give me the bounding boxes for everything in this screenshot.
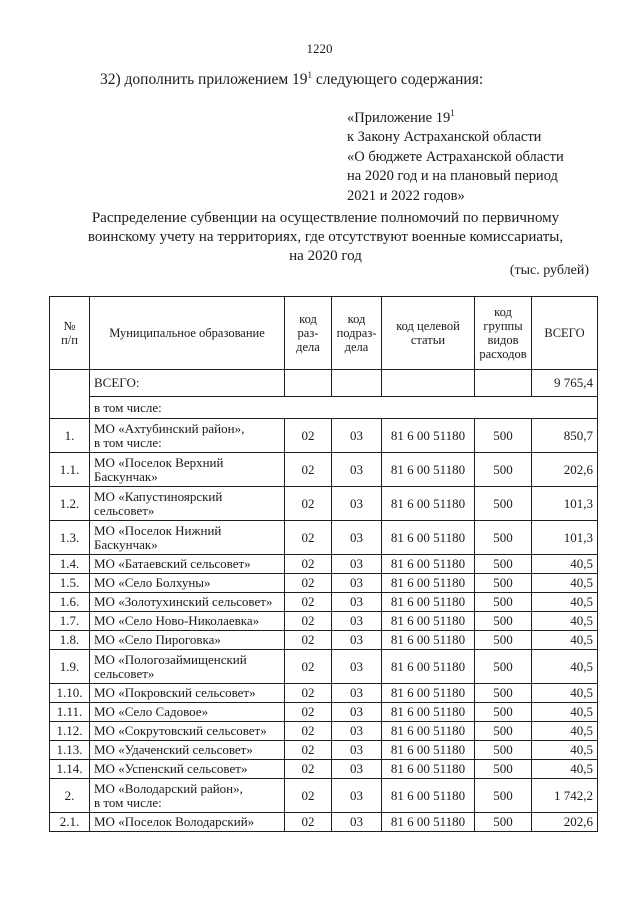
row-number: 1.9.	[50, 650, 90, 684]
header-subsection	[332, 297, 382, 370]
annex-line-4: на 2020 год и на плановый период	[347, 168, 558, 185]
row-subsection-code: 03	[332, 521, 382, 555]
row-subsection-code: 03	[332, 703, 382, 722]
table-row	[50, 521, 598, 555]
row-municipality	[90, 631, 285, 650]
table-row	[50, 593, 598, 612]
row-total: 40,5	[532, 555, 598, 574]
row-municipality	[90, 813, 285, 832]
row-section-code: 02	[285, 722, 332, 741]
row-municipality-line-1: МО «Село Садовое»	[94, 704, 209, 719]
row-number: 1.11.	[50, 703, 90, 722]
annex-line-2: к Закону Астраханской области	[347, 129, 542, 146]
row-expense-group: 500	[475, 684, 532, 703]
header-target-line-2: статьи	[410, 333, 446, 347]
row-subsection-code: 03	[332, 684, 382, 703]
row-expense-group: 500	[475, 703, 532, 722]
row-section-code: 02	[285, 703, 332, 722]
row-municipality	[90, 419, 285, 453]
row-total: 40,5	[532, 760, 598, 779]
row-section-code: 02	[285, 631, 332, 650]
total-label: ВСЕГО:	[90, 370, 285, 397]
row-expense-group: 500	[475, 631, 532, 650]
row-total: 202,6	[532, 813, 598, 832]
table-row	[50, 760, 598, 779]
table-row	[50, 741, 598, 760]
row-municipality-line-1: МО «Капустиноярский	[94, 488, 223, 504]
row-expense-group: 500	[475, 555, 532, 574]
header-group-line-1: код	[494, 305, 512, 319]
row-total: 101,3	[532, 521, 598, 555]
row-municipality-line-1: МО «Село Ново-Николаевка»	[94, 613, 260, 628]
annex-line-5: 2021 и 2022 годов»	[347, 187, 465, 204]
row-section-code: 02	[285, 555, 332, 574]
row-municipality	[90, 741, 285, 760]
row-section-code: 02	[285, 574, 332, 593]
row-expense-group: 500	[475, 419, 532, 453]
table-row	[50, 612, 598, 631]
row-subsection-code: 03	[332, 741, 382, 760]
row-municipality-line-1: МО «Поселок Верхний	[94, 454, 224, 470]
row-number: 1.3.	[50, 521, 90, 555]
row-target-code: 81 6 00 51180	[382, 631, 475, 650]
header-target-line-1: код целевой	[396, 319, 460, 333]
row-target-code: 81 6 00 51180	[382, 741, 475, 760]
row-municipality-line-1: МО «Успенский сельсовет»	[94, 761, 248, 776]
row-target-code: 81 6 00 51180	[382, 521, 475, 555]
row-target-code: 81 6 00 51180	[382, 487, 475, 521]
table-row	[50, 684, 598, 703]
row-target-code: 81 6 00 51180	[382, 703, 475, 722]
amendment-tail: следующего содержания:	[312, 71, 484, 89]
row-number: 1.4.	[50, 555, 90, 574]
row-total: 101,3	[532, 487, 598, 521]
row-municipality-line-1: МО «Сокрутовский сельсовет»	[94, 723, 267, 738]
row-total: 40,5	[532, 593, 598, 612]
annex-line-3: «О бюджете Астраханской области	[347, 148, 564, 165]
row-subsection-code: 03	[332, 813, 382, 832]
row-subsection-code: 03	[332, 631, 382, 650]
row-subsection-code: 03	[332, 779, 382, 813]
row-subsection-code: 03	[332, 487, 382, 521]
row-number: 2.	[50, 779, 90, 813]
row-section-code: 02	[285, 779, 332, 813]
row-municipality-line-1: МО «Ахтубинский район»,	[94, 420, 245, 436]
row-municipality	[90, 555, 285, 574]
row-subsection-code: 03	[332, 419, 382, 453]
row-target-code: 81 6 00 51180	[382, 722, 475, 741]
row-municipality-line-2: в том числе:	[94, 434, 162, 450]
annex-superscript: 1	[450, 108, 455, 118]
table-row	[50, 650, 598, 684]
amendment-main: 32) дополнить приложением 19	[100, 71, 308, 89]
row-target-code: 81 6 00 51180	[382, 555, 475, 574]
row-expense-group: 500	[475, 487, 532, 521]
row-target-code: 81 6 00 51180	[382, 779, 475, 813]
row-section-code: 02	[285, 612, 332, 631]
row-target-code: 81 6 00 51180	[382, 593, 475, 612]
row-total: 1 742,2	[532, 779, 598, 813]
subvention-table	[49, 296, 598, 832]
row-section-code: 02	[285, 741, 332, 760]
row-section-code: 02	[285, 813, 332, 832]
row-municipality-line-1: МО «Село Болхуны»	[94, 575, 211, 590]
total-value: 9 765,4	[532, 370, 598, 397]
row-number: 1.6.	[50, 593, 90, 612]
row-number: 1.1.	[50, 453, 90, 487]
row-target-code: 81 6 00 51180	[382, 760, 475, 779]
including-label: в том числе:	[90, 397, 598, 419]
header-num	[50, 297, 90, 370]
row-municipality-line-2: Баскунчак»	[94, 536, 158, 552]
row-total: 40,5	[532, 650, 598, 684]
row-municipality	[90, 684, 285, 703]
document-title	[60, 209, 591, 266]
row-municipality	[90, 593, 285, 612]
row-expense-group: 500	[475, 779, 532, 813]
row-section-code: 02	[285, 419, 332, 453]
header-section-line-1: код	[299, 312, 317, 326]
row-total: 40,5	[532, 612, 598, 631]
row-target-code: 81 6 00 51180	[382, 813, 475, 832]
total-row	[50, 370, 598, 397]
row-expense-group: 500	[475, 760, 532, 779]
row-total: 850,7	[532, 419, 598, 453]
row-subsection-code: 03	[332, 650, 382, 684]
row-expense-group: 500	[475, 574, 532, 593]
header-subsection-line-1: код	[347, 312, 366, 326]
row-expense-group: 500	[475, 650, 532, 684]
row-section-code: 02	[285, 521, 332, 555]
annex-line-1-text: «Приложение 19	[347, 109, 451, 126]
row-number: 1.13.	[50, 741, 90, 760]
row-municipality-line-1: МО «Батаевский сельсовет»	[94, 556, 251, 571]
header-num-line-1: №	[63, 319, 76, 333]
table-header-row	[50, 297, 598, 370]
row-number: 1.12.	[50, 722, 90, 741]
row-number: 1.	[50, 419, 90, 453]
row-expense-group: 500	[475, 741, 532, 760]
annex-block	[347, 104, 564, 206]
row-total: 40,5	[532, 703, 598, 722]
row-municipality-line-1: МО «Село Пироговка»	[94, 632, 221, 647]
header-subsection-line-3: дела	[344, 340, 369, 354]
row-expense-group: 500	[475, 453, 532, 487]
header-municipality	[90, 297, 285, 370]
row-municipality-line-2: сельсовет»	[94, 665, 155, 681]
row-municipality	[90, 487, 285, 521]
header-group-line-4: расходов	[479, 347, 527, 361]
row-municipality	[90, 574, 285, 593]
row-number: 1.5.	[50, 574, 90, 593]
annex-line-1	[347, 104, 564, 128]
page-number: 1220	[306, 41, 333, 56]
row-total: 40,5	[532, 684, 598, 703]
row-municipality	[90, 760, 285, 779]
row-subsection-code: 03	[332, 760, 382, 779]
row-municipality-line-1: МО «Поселок Нижний	[94, 522, 222, 538]
table-row	[50, 703, 598, 722]
row-municipality-line-1: МО «Удаченский сельсовет»	[94, 742, 253, 757]
row-municipality-line-2: сельсовет»	[94, 502, 155, 518]
total-empty-cell	[475, 370, 532, 397]
row-target-code: 81 6 00 51180	[382, 574, 475, 593]
total-num-cell	[50, 370, 90, 419]
header-expense-group	[475, 297, 532, 370]
row-municipality	[90, 703, 285, 722]
row-section-code: 02	[285, 684, 332, 703]
row-subsection-code: 03	[332, 722, 382, 741]
row-section-code: 02	[285, 453, 332, 487]
title-line-3: на 2020 год	[289, 248, 362, 264]
total-empty-cell	[332, 370, 382, 397]
row-target-code: 81 6 00 51180	[382, 684, 475, 703]
amendment-text	[100, 70, 483, 89]
including-row	[50, 397, 598, 419]
header-num-line-2: п/п	[61, 333, 78, 347]
units-label: (тыс. рублей)	[509, 263, 589, 278]
table-row	[50, 813, 598, 832]
table-row	[50, 779, 598, 813]
header-subsection-line-2: подраз-	[336, 326, 377, 340]
amendment-superscript: 1	[307, 70, 313, 80]
row-number: 1.7.	[50, 612, 90, 631]
row-total: 40,5	[532, 631, 598, 650]
row-number: 2.1.	[50, 813, 90, 832]
table-row	[50, 487, 598, 521]
row-total: 202,6	[532, 453, 598, 487]
row-municipality	[90, 612, 285, 631]
row-number: 1.14.	[50, 760, 90, 779]
row-municipality-line-1: МО «Пологозаймищенский	[94, 651, 247, 667]
header-municipality-text: Муниципальное образование	[109, 326, 265, 340]
row-subsection-code: 03	[332, 612, 382, 631]
row-target-code: 81 6 00 51180	[382, 612, 475, 631]
header-group-line-2: группы	[483, 319, 523, 333]
table-row	[50, 453, 598, 487]
row-subsection-code: 03	[332, 555, 382, 574]
row-section-code: 02	[285, 593, 332, 612]
row-subsection-code: 03	[332, 574, 382, 593]
row-expense-group: 500	[475, 722, 532, 741]
row-municipality-line-2: в том числе:	[94, 794, 162, 810]
row-section-code: 02	[285, 650, 332, 684]
row-subsection-code: 03	[332, 453, 382, 487]
row-municipality-line-1: МО «Золотухинский сельсовет»	[94, 594, 273, 609]
row-number: 1.2.	[50, 487, 90, 521]
row-number: 1.10.	[50, 684, 90, 703]
header-target-code	[382, 297, 475, 370]
row-municipality-line-1: МО «Володарский район»,	[94, 780, 243, 796]
row-target-code: 81 6 00 51180	[382, 419, 475, 453]
row-municipality	[90, 453, 285, 487]
row-total: 40,5	[532, 574, 598, 593]
row-expense-group: 500	[475, 521, 532, 555]
row-municipality	[90, 779, 285, 813]
row-municipality	[90, 722, 285, 741]
row-subsection-code: 03	[332, 593, 382, 612]
table-row	[50, 419, 598, 453]
header-total	[532, 297, 598, 370]
row-number: 1.8.	[50, 631, 90, 650]
row-section-code: 02	[285, 760, 332, 779]
header-section-line-3: дела	[296, 340, 320, 354]
total-empty-cell	[382, 370, 475, 397]
row-total: 40,5	[532, 741, 598, 760]
title-line-1: Распределение субвенции на осуществление полномочий по первичному	[91, 210, 560, 226]
row-target-code: 81 6 00 51180	[382, 453, 475, 487]
row-expense-group: 500	[475, 612, 532, 631]
row-municipality-line-2: Баскунчак»	[94, 468, 158, 484]
row-municipality-line-1: МО «Поселок Володарский»	[94, 814, 255, 829]
total-empty-cell	[285, 370, 332, 397]
table-row	[50, 631, 598, 650]
header-section	[285, 297, 332, 370]
table-row	[50, 574, 598, 593]
row-expense-group: 500	[475, 813, 532, 832]
row-target-code: 81 6 00 51180	[382, 650, 475, 684]
header-section-line-2: раз-	[297, 326, 319, 340]
table-row	[50, 722, 598, 741]
row-total: 40,5	[532, 722, 598, 741]
row-municipality	[90, 521, 285, 555]
row-expense-group: 500	[475, 593, 532, 612]
header-total-text: ВСЕГО	[544, 326, 585, 340]
table-row	[50, 555, 598, 574]
row-municipality-line-1: МО «Покровский сельсовет»	[94, 685, 256, 700]
row-municipality	[90, 650, 285, 684]
row-section-code: 02	[285, 487, 332, 521]
title-line-2: воинскому учету на территориях, где отсутствуют военные комиссариаты,	[87, 229, 564, 245]
header-group-line-3: видов	[487, 333, 519, 347]
